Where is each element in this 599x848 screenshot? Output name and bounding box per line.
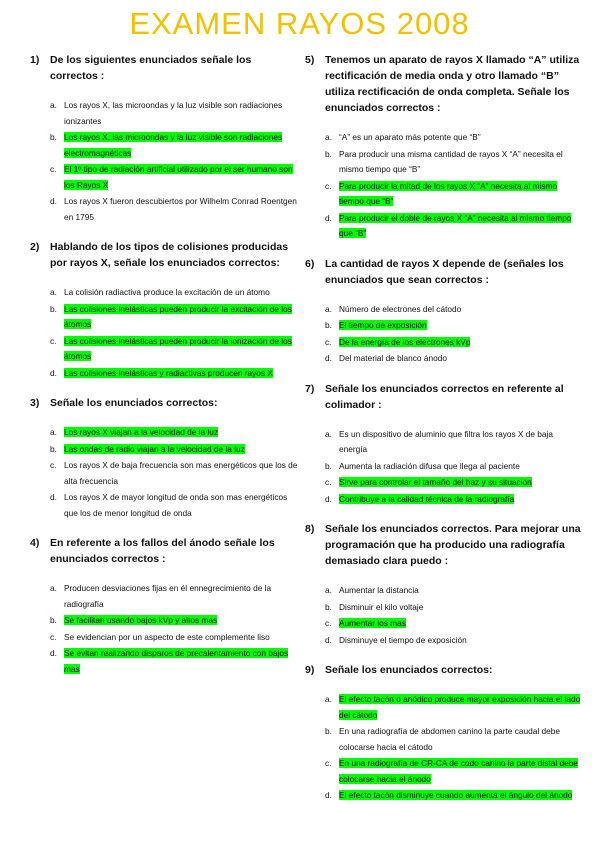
option-text-wrap — [64, 646, 298, 677]
answer-option — [325, 583, 581, 599]
option-text-wrap — [64, 162, 298, 193]
answer-option — [50, 490, 298, 521]
option-text: Del material de blanco ánodo — [339, 353, 447, 363]
option-text: Producen desviaciones fijas en él ennegrecimiento de la radiografía — [64, 583, 272, 609]
option-letter: a. — [50, 427, 57, 437]
option-text-wrap — [339, 788, 581, 804]
answer-option — [50, 613, 298, 629]
option-text: Disminuir el kilo voltaje — [339, 601, 424, 612]
highlighted-option-text: De la energía de los electrones kVp — [339, 336, 471, 347]
question-header — [305, 662, 581, 678]
answer-option — [50, 425, 298, 441]
highlighted-option-text: Contribuye a la calidad técnica de la radiografía — [339, 493, 515, 504]
option-letter: a. — [325, 303, 332, 314]
option-text-wrap — [64, 442, 298, 458]
answer-option — [50, 458, 298, 489]
option-letter: d. — [325, 353, 332, 363]
answer-option — [325, 724, 581, 755]
question-number: 3) — [30, 397, 40, 409]
highlighted-option-text: Se evitan realizando disparos de precalentamiento con bajos mas — [64, 648, 289, 674]
question-block — [305, 662, 581, 804]
answer-option — [325, 211, 581, 242]
highlighted-option-text: En una radiografía de CR-CA de codo canino la parte distal debe colocarse hacia el ánodo — [339, 758, 578, 784]
option-letter: c. — [325, 180, 332, 191]
question-text: Señale los enunciados correctos: — [50, 397, 218, 409]
option-letter: a. — [325, 585, 332, 595]
option-text: Los rayos X de baja frecuencia son mas energéticos que los de alta frecuencia — [64, 460, 298, 486]
answer-option — [50, 630, 298, 646]
highlighted-option-text: Sirve para controlar el tamaño del haz y su situación — [339, 477, 532, 487]
answer-option — [50, 98, 298, 129]
option-text-wrap — [64, 302, 298, 333]
option-letter: b. — [50, 132, 57, 142]
question-text: Señale los enunciados correctos en referente al colimador : — [325, 382, 564, 411]
question-number: 7) — [305, 382, 315, 395]
answer-option — [325, 616, 581, 632]
highlighted-option-text: Los rayos X, las microondas y la luz visible son radiaciones electromagnéticas — [64, 132, 283, 158]
highlighted-option-text: El 1º tipo de radiación artificial utilizado por el ser humano son los Rayos X — [64, 164, 293, 190]
option-text-wrap — [64, 366, 298, 382]
option-letter: c. — [325, 336, 332, 347]
option-letter: b. — [325, 601, 332, 612]
option-text-wrap — [64, 130, 298, 161]
highlighted-option-text: Las colisiones inelásticas pueden producir la ionización de los átomos — [64, 335, 292, 361]
option-letter: b. — [50, 615, 57, 625]
highlighted-option-text: Las colisiones inelásticas pueden producir la excitación de los átomos — [64, 303, 292, 329]
option-text-wrap — [339, 492, 581, 508]
option-letter: d. — [50, 648, 57, 658]
option-text-wrap — [339, 600, 581, 616]
options-list — [30, 285, 298, 381]
option-letter: c. — [325, 477, 332, 487]
option-text: En una radiografía de abdomen canino la parte caudal debe colocarse hacia el cátodo — [339, 726, 560, 752]
option-text: Número de electrones del cátodo — [339, 303, 462, 314]
question-number: 4) — [30, 537, 40, 549]
answer-option — [325, 492, 581, 508]
answer-option — [325, 318, 581, 334]
answer-option — [325, 351, 581, 367]
options-list — [305, 583, 581, 648]
answer-option — [50, 581, 298, 612]
option-text-wrap — [64, 425, 298, 441]
option-text-wrap — [339, 427, 581, 458]
option-text: Aumentar la distancia — [339, 585, 419, 595]
option-text-wrap — [64, 458, 298, 489]
highlighted-option-text: El efecto tacón disminuye cuando aumenta el ángulo del ánodo — [339, 790, 573, 800]
option-text-wrap — [339, 633, 581, 649]
question-header — [30, 395, 298, 411]
question-block — [305, 381, 581, 508]
option-letter: d. — [325, 790, 332, 800]
option-text: “A” es un aparato más potente que “B” — [339, 132, 481, 142]
option-text: Aumenta la radiación difusa que llega al paciente — [339, 460, 520, 471]
answer-option — [325, 475, 581, 491]
answer-option — [325, 130, 581, 146]
option-text-wrap — [339, 302, 581, 318]
option-text: Los rayos X de mayor longitud de onda son mas energéticos que los de menor longitud de onda — [64, 492, 288, 518]
right-column — [305, 52, 581, 818]
question-text: De los siguientes enunciados señale los correctos : — [50, 54, 252, 82]
option-text-wrap — [339, 351, 581, 367]
answer-option — [50, 194, 298, 225]
question-block — [30, 395, 298, 521]
option-letter: d. — [50, 492, 57, 502]
option-text-wrap — [339, 130, 581, 146]
answer-option — [325, 147, 581, 178]
options-list — [30, 425, 298, 521]
question-number: 1) — [30, 54, 40, 66]
answer-option — [50, 130, 298, 161]
option-letter: c. — [325, 758, 332, 768]
answer-option — [325, 427, 581, 458]
option-letter: b. — [325, 460, 332, 471]
option-text-wrap — [64, 98, 298, 129]
highlighted-option-text: Las colisiones inelásticas y radiactivas producen rayos X — [64, 367, 273, 378]
left-column — [30, 52, 298, 691]
option-letter: b. — [325, 726, 332, 736]
question-number: 9) — [305, 664, 315, 676]
option-text: La colisión radiactiva produce la excitación de un átomo — [64, 287, 270, 297]
question-block — [305, 52, 581, 242]
option-text-wrap — [339, 211, 581, 242]
answer-option — [325, 459, 581, 475]
option-text: Disminuye el tiempo de exposición — [339, 634, 467, 645]
option-letter: d. — [50, 196, 57, 206]
answer-option — [50, 334, 298, 365]
question-number: 8) — [305, 523, 315, 535]
highlighted-option-text: El tiempo de exposición — [339, 320, 427, 330]
answer-option — [325, 600, 581, 616]
options-list — [305, 130, 581, 242]
option-text-wrap — [64, 490, 298, 521]
option-text-wrap — [339, 179, 581, 210]
question-header — [30, 535, 298, 567]
highlighted-option-text: Para producir la mitad de los rayos X “A” necesita al mismo tiempo que “B” — [339, 180, 558, 206]
highlighted-option-text: Los rayos X viajan a la velocidad de la luz — [64, 427, 219, 437]
option-text-wrap — [64, 334, 298, 365]
option-letter: c. — [50, 335, 57, 346]
option-letter: c. — [50, 631, 57, 642]
highlighted-option-text: El efecto tacón o anódico produce mayor exposición hacia el lado del cátodo — [339, 694, 581, 720]
option-text-wrap — [339, 616, 581, 632]
option-text-wrap — [339, 459, 581, 475]
answer-option — [50, 302, 298, 333]
option-letter: d. — [325, 634, 332, 645]
option-letter: a. — [325, 694, 332, 704]
option-text: Se evidencian por un aspecto de este complemente liso — [64, 631, 270, 642]
option-text-wrap — [64, 581, 298, 612]
answer-option — [50, 366, 298, 382]
option-text-wrap — [64, 194, 298, 225]
option-letter: b. — [325, 320, 332, 330]
option-text: Para producir una misma cantidad de rayos X “A” necesita el mismo tiempo que “B” — [339, 148, 563, 174]
option-text: Los rayos X fueron descubiertos por Wilhelm Conrad Roentgen en 1795 — [64, 196, 297, 222]
answer-option — [325, 302, 581, 318]
option-text: Los rayos X, las microondas y la luz visible son radiaciones ionizantes — [64, 100, 283, 126]
question-header — [30, 52, 298, 84]
option-text: Es un dispositivo de aluminio que filtra los rayos X de baja energía — [339, 428, 553, 454]
options-list — [30, 581, 298, 677]
question-text: Hablando de los tipos de colisiones producidas por rayos X, señale los enunciados correctos: — [50, 241, 289, 269]
option-text-wrap — [339, 318, 581, 334]
highlighted-option-text: Para producir el doble de rayos X “A” necesita al mismo tiempo que “B” — [339, 212, 572, 238]
option-letter: c. — [325, 618, 332, 628]
option-letter: c. — [50, 460, 57, 470]
highlighted-option-text: Se facilitan usando bajos kVp y altos mas — [64, 615, 218, 625]
answer-option — [50, 646, 298, 677]
question-header — [305, 256, 581, 288]
answer-option — [50, 162, 298, 193]
option-text-wrap — [339, 583, 581, 599]
question-header — [305, 52, 581, 116]
answer-option — [325, 788, 581, 804]
question-text: Señale los enunciados correctos: — [325, 664, 493, 676]
option-text-wrap — [339, 724, 581, 755]
page-title: EXAMEN RAYOS 2008 — [129, 6, 470, 41]
options-list — [30, 98, 298, 225]
options-list — [305, 427, 581, 508]
question-block — [305, 256, 581, 367]
option-letter: a. — [50, 100, 57, 110]
option-text-wrap — [64, 613, 298, 629]
question-text: En referente a los fallos del ánodo señale los enunciados correctos : — [50, 537, 275, 565]
option-letter: a. — [325, 428, 332, 439]
question-header — [30, 239, 298, 271]
question-header — [305, 521, 581, 569]
option-letter: a. — [325, 132, 332, 142]
options-list — [305, 692, 581, 804]
option-text-wrap — [339, 335, 581, 351]
option-letter: a. — [50, 287, 57, 297]
question-header — [305, 381, 581, 413]
answer-option — [325, 692, 581, 723]
question-number: 2) — [30, 241, 40, 253]
option-text-wrap — [339, 147, 581, 178]
option-text-wrap — [64, 285, 298, 301]
option-text-wrap — [339, 475, 581, 491]
answer-option — [325, 179, 581, 210]
option-text-wrap — [64, 630, 298, 646]
question-block — [305, 521, 581, 648]
question-number: 5) — [305, 54, 315, 66]
option-letter: b. — [50, 443, 57, 454]
option-letter: b. — [325, 148, 332, 159]
answer-option — [50, 442, 298, 458]
option-letter: d. — [325, 493, 332, 504]
answer-option — [325, 756, 581, 787]
question-block — [30, 239, 298, 381]
question-text: Tenemos un aparato de rayos X llamado “A” utiliza rectificación de media onda y otro llamado “B” utiliza rectificación de onda completa. Señale los enunciados correctos : — [325, 54, 580, 114]
option-text-wrap — [339, 692, 581, 723]
option-letter: b. — [50, 303, 57, 314]
answer-option — [50, 285, 298, 301]
option-text-wrap — [339, 756, 581, 787]
option-letter: c. — [50, 164, 57, 174]
answer-option — [325, 335, 581, 351]
question-text: La cantidad de rayos X depende de (señales los enunciados que sean correctos : — [325, 257, 564, 286]
question-number: 6) — [305, 257, 315, 270]
option-letter: d. — [50, 367, 57, 378]
option-letter: a. — [50, 583, 57, 593]
options-list — [305, 302, 581, 367]
highlighted-option-text: Aumentar los mas — [339, 618, 406, 628]
question-block — [30, 535, 298, 677]
question-block — [30, 52, 298, 225]
option-letter: d. — [325, 212, 332, 223]
highlighted-option-text: Las ondas de radio viajan a la velocidad de la luz — [64, 443, 245, 454]
question-text: Señale los enunciados correctos. Para mejorar una programación que ha producido una radiografía demasiado clara puedo : — [325, 523, 581, 567]
answer-option — [325, 633, 581, 649]
